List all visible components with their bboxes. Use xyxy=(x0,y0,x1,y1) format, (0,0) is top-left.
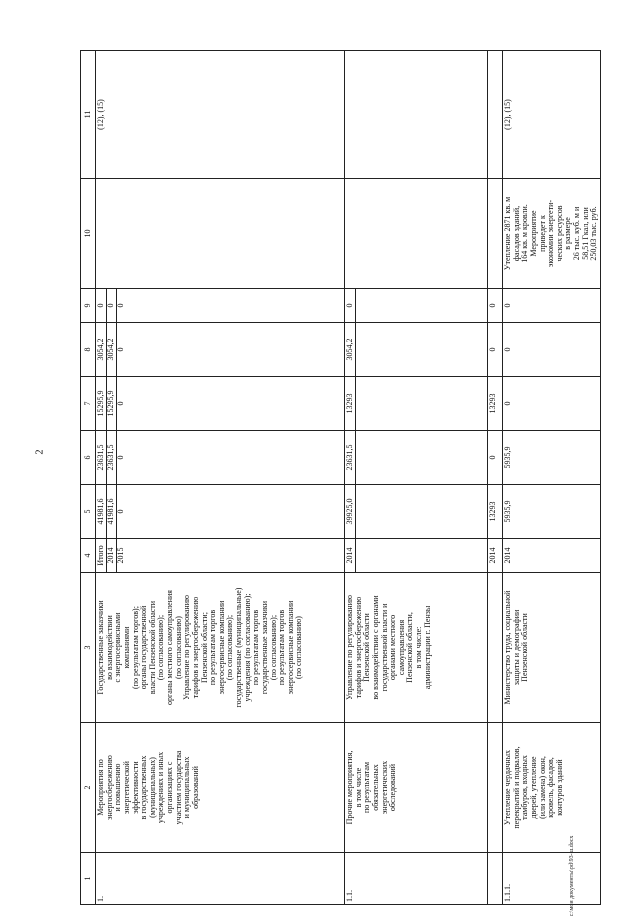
rotated-table-container xyxy=(80,51,599,905)
amount-cell-7 xyxy=(345,377,488,431)
amount-value: 23631,5 xyxy=(97,431,107,484)
amount-value: 0 xyxy=(116,347,125,352)
amount-value: 0 xyxy=(488,289,503,323)
table-row xyxy=(503,51,601,905)
amount-value: 0 xyxy=(116,303,125,308)
col-header-2: 2 xyxy=(81,723,96,853)
page-number: 2 xyxy=(34,449,46,455)
col-header-5: 5 xyxy=(81,485,96,539)
amount-value: 0 xyxy=(116,509,125,514)
amount-value: 15295,9 xyxy=(97,377,107,430)
years-cell xyxy=(96,539,345,573)
amount-cell-6 xyxy=(96,431,345,485)
effect-description xyxy=(96,179,345,289)
table-row xyxy=(96,51,345,905)
col-header-9: 9 xyxy=(81,289,96,323)
amount-value: 13293 xyxy=(488,377,503,431)
col-header-1: 1 xyxy=(81,853,96,905)
indicator-refs xyxy=(345,51,488,179)
amount-value: 5935,9 xyxy=(503,431,601,485)
amount-value: 23631,5 xyxy=(346,431,356,484)
amount-cell-8 xyxy=(96,323,345,377)
amount-value: 39925,0 xyxy=(346,485,356,538)
executor: Министерство труда, социальной защиты и демографии Пензенской области xyxy=(503,573,601,723)
amount-value: 0 xyxy=(116,455,125,460)
amount-cell-7 xyxy=(96,377,345,431)
amount-value: 0 xyxy=(503,377,601,431)
effect-description xyxy=(345,179,488,289)
amount-value: 0 xyxy=(503,323,601,377)
col-header-10: 10 xyxy=(81,179,96,289)
executor: Государственные заказчики во взаимодействии с энергосервисными компаниями (по результатам торгов); органы государственной власти Пензенской области (по согласованию); органы местного самоуправления (по согласованию) Управление по регулированию тарифов и энергосбережению Пензенской области; по результатам торгов энергосервисные компании (по согласованию); государственные (муниципальные) учреждения (по согласованию); по результатам торгов государственные заказчики (по согласованию); по результатам торгов энергосервисные компании (по согласованию) xyxy=(96,573,345,723)
year-value: 2014 xyxy=(346,539,356,572)
amount-cell-9 xyxy=(345,289,488,323)
year-value: Итого xyxy=(97,539,107,572)
footer-file-path: c:\мои документы\pd\93-ш.docx xyxy=(569,835,575,916)
amount-value: 0 xyxy=(488,323,503,377)
amount-value: 0 xyxy=(116,401,125,406)
row-number: 1. xyxy=(96,853,345,905)
col-header-3: 3 xyxy=(81,573,96,723)
executor: Управление по регулированию тарифов и энергосбережению Пензенской области во взаимодействии с органами государственной власти и органами местного самоуправления Пензенской области, в том числе: администрации г. Пензы xyxy=(345,573,488,723)
measure-name: Утепление чердачных перекрытий и подвалов, тамбуров, входных дверей, утепление (или замена) окон, кровель, фасадов, контуров зданий xyxy=(503,723,601,853)
header-row xyxy=(81,51,96,905)
col-header-7: 7 xyxy=(81,377,96,431)
total-cell xyxy=(345,485,488,539)
col-header-6: 6 xyxy=(81,431,96,485)
col-header-8: 8 xyxy=(81,323,96,377)
col-header-4: 4 xyxy=(81,539,96,573)
amount-value: 5935,9 xyxy=(503,485,601,539)
table-row-sub xyxy=(488,51,503,905)
year-value: 2014 xyxy=(488,539,503,573)
measures-table xyxy=(80,50,601,905)
amount-value: 23631,5 xyxy=(107,431,117,484)
row-number: 1.1.1. xyxy=(503,853,601,905)
total-cell xyxy=(96,485,345,539)
year-value: 2014 xyxy=(107,539,117,572)
amount-value: 0 xyxy=(503,289,601,323)
row-number: 1.1. xyxy=(345,853,488,905)
year-value: 2014 xyxy=(503,539,601,573)
year-value: 2015 xyxy=(116,547,125,564)
amount-value: 3054,2 xyxy=(107,323,117,376)
table-row xyxy=(345,51,488,905)
amount-value: 41981,6 xyxy=(107,485,117,538)
measure-name: Прочие мероприятия, в том числе по результатам обязательных энергетических обследований xyxy=(345,723,488,853)
amount-value: 0 xyxy=(97,289,107,322)
amount-value: 0 xyxy=(488,431,503,485)
years-cell xyxy=(345,539,488,573)
indicator-refs: (12), (15) xyxy=(503,51,601,179)
amount-value: 0 xyxy=(346,289,356,322)
amount-value: 3054,2 xyxy=(97,323,107,376)
amount-cell-6 xyxy=(345,431,488,485)
amount-value: 15295,9 xyxy=(107,377,117,430)
col-header-11: 11 xyxy=(81,51,96,179)
amount-value: 13293 xyxy=(346,377,356,430)
amount-value: 41981,6 xyxy=(97,485,107,538)
amount-value: 0 xyxy=(107,289,117,322)
amount-cell-8 xyxy=(345,323,488,377)
amount-value: 3054,2 xyxy=(346,323,356,376)
indicator-refs: (12), (15) xyxy=(96,51,345,179)
effect-description: Утепление 2871 кв. м фасадов зданий, 164 кв. м кровли. Мероприятие приведет к экономии энергети- ческих ресурсов в размере 26 тыс. куб. м и 58,51 Гкал, или 250,03 тыс. руб. xyxy=(503,179,601,289)
amount-value: 13293 xyxy=(488,485,503,539)
measure-name: Мероприятия по энергосбережению и повышению энергетической эффективности в государственных (муниципальных) учреждениях и иных организациях с участием государства и муниципальных образований xyxy=(96,723,345,853)
amount-cell-9 xyxy=(96,289,345,323)
